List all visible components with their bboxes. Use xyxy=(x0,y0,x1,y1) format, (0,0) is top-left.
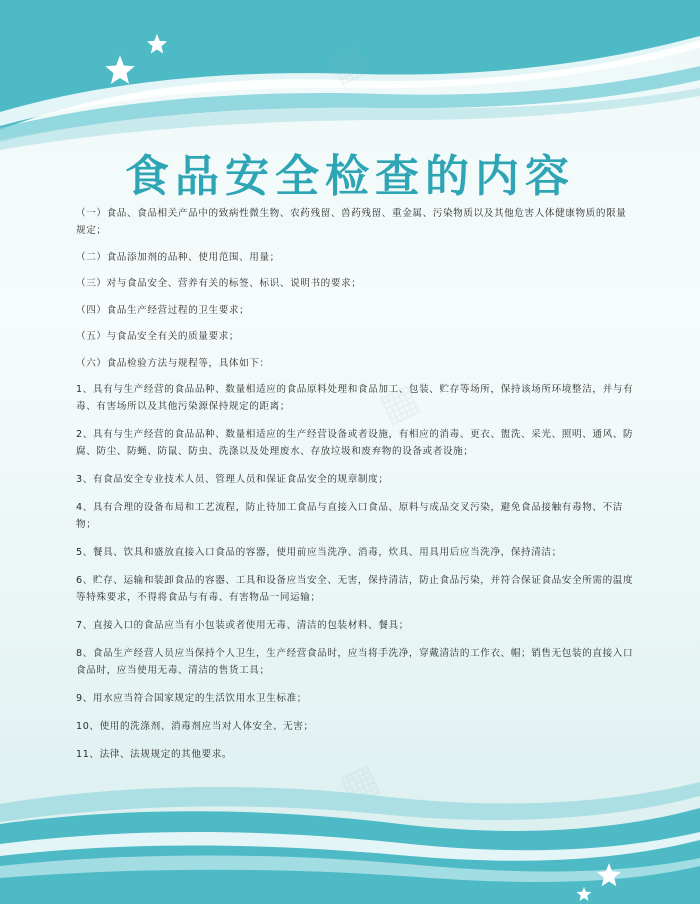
bottom-wave-decoration xyxy=(0,774,700,904)
list-item: （一）食品、食品相关产品中的致病性微生物、农药残留、兽药残留、重金属、污染物质以及其他危害人体健康物质的限量规定； xyxy=(76,208,627,236)
list-item: 10、使用的洗涤剂、消毒剂应当对人体安全、无害； xyxy=(76,721,314,732)
list-item: （三）对与食品安全、营养有关的标签、标识、说明书的要求； xyxy=(76,278,362,289)
list-item: 11、法律、法规规定的其他要求。 xyxy=(76,749,233,760)
list-item: 4、具有合理的设备布局和工艺流程，防止待加工食品与直接入口食品、原料与成品交叉污染，避免食品接触有毒物、不洁物； xyxy=(76,502,623,530)
list-item: （六）食品检验方法与规程等，具体如下： xyxy=(76,357,270,369)
watermark: ▦ xyxy=(372,374,426,432)
list-item: 7、直接入口的食品应当有小包装或者使用无毒、清洁的包装材料、餐具； xyxy=(76,620,409,631)
star-icon xyxy=(596,862,622,888)
list-item: 5、餐具、饮具和盛放直接入口食品的容器，使用前应当洗净、消毒，炊具、用具用后应当洗净，保持清洁； xyxy=(76,547,562,558)
list-item: 3、有食品安全专业技术人员、管理人员和保证食品安全的规章制度； xyxy=(76,474,389,485)
content-list xyxy=(76,205,636,773)
poster-title: 食品安全检查的内容 xyxy=(125,151,575,202)
list-item: 9、用水应当符合国家规定的生活饮用水卫生标准； xyxy=(76,693,307,704)
list-item: （四）食品生产经营过程的卫生要求； xyxy=(76,304,250,316)
list-item: 2、具有与生产经营的食品品种、数量相适应的生产经营设备或者设施，有相应的消毒、更衣、盥洗、采光、照明、通风、防腐、防尘、防蝇、防鼠、防虫、洗涤以及处理废水、存放垃圾和废弃物的设备或者设施； xyxy=(76,429,634,457)
list-item: （五）与食品安全有关的质量要求； xyxy=(76,331,240,342)
list-item: 8、食品生产经营人员应当保持个人卫生，生产经营食品时，应当将手洗净，穿戴清洁的工作衣、帽；销售无包装的直接入口食品时，应当使用无毒、清洁的售货工具； xyxy=(76,648,634,676)
list-item: 6、贮存、运输和装卸食品的容器、工具和设备应当安全、无害，保持清洁，防止食品污染，并符合保证食品安全所需的温度等特殊要求，不得将食品与有毒、有害物品一同运输； xyxy=(76,575,634,603)
star-icon xyxy=(104,54,136,86)
list-item: 1、具有与生产经营的食品品种、数量相适应的食品原料处理和食品加工、包装、贮存等场所，保持该场所环境整洁，并与有毒、有害场所以及其他污染源保持规定的距离； xyxy=(76,384,634,412)
watermark: ▦ xyxy=(332,754,386,812)
star-icon xyxy=(146,33,168,55)
list-item: （二）食品添加剂的品种、使用范围、用量； xyxy=(76,251,280,263)
star-icon xyxy=(576,886,592,902)
